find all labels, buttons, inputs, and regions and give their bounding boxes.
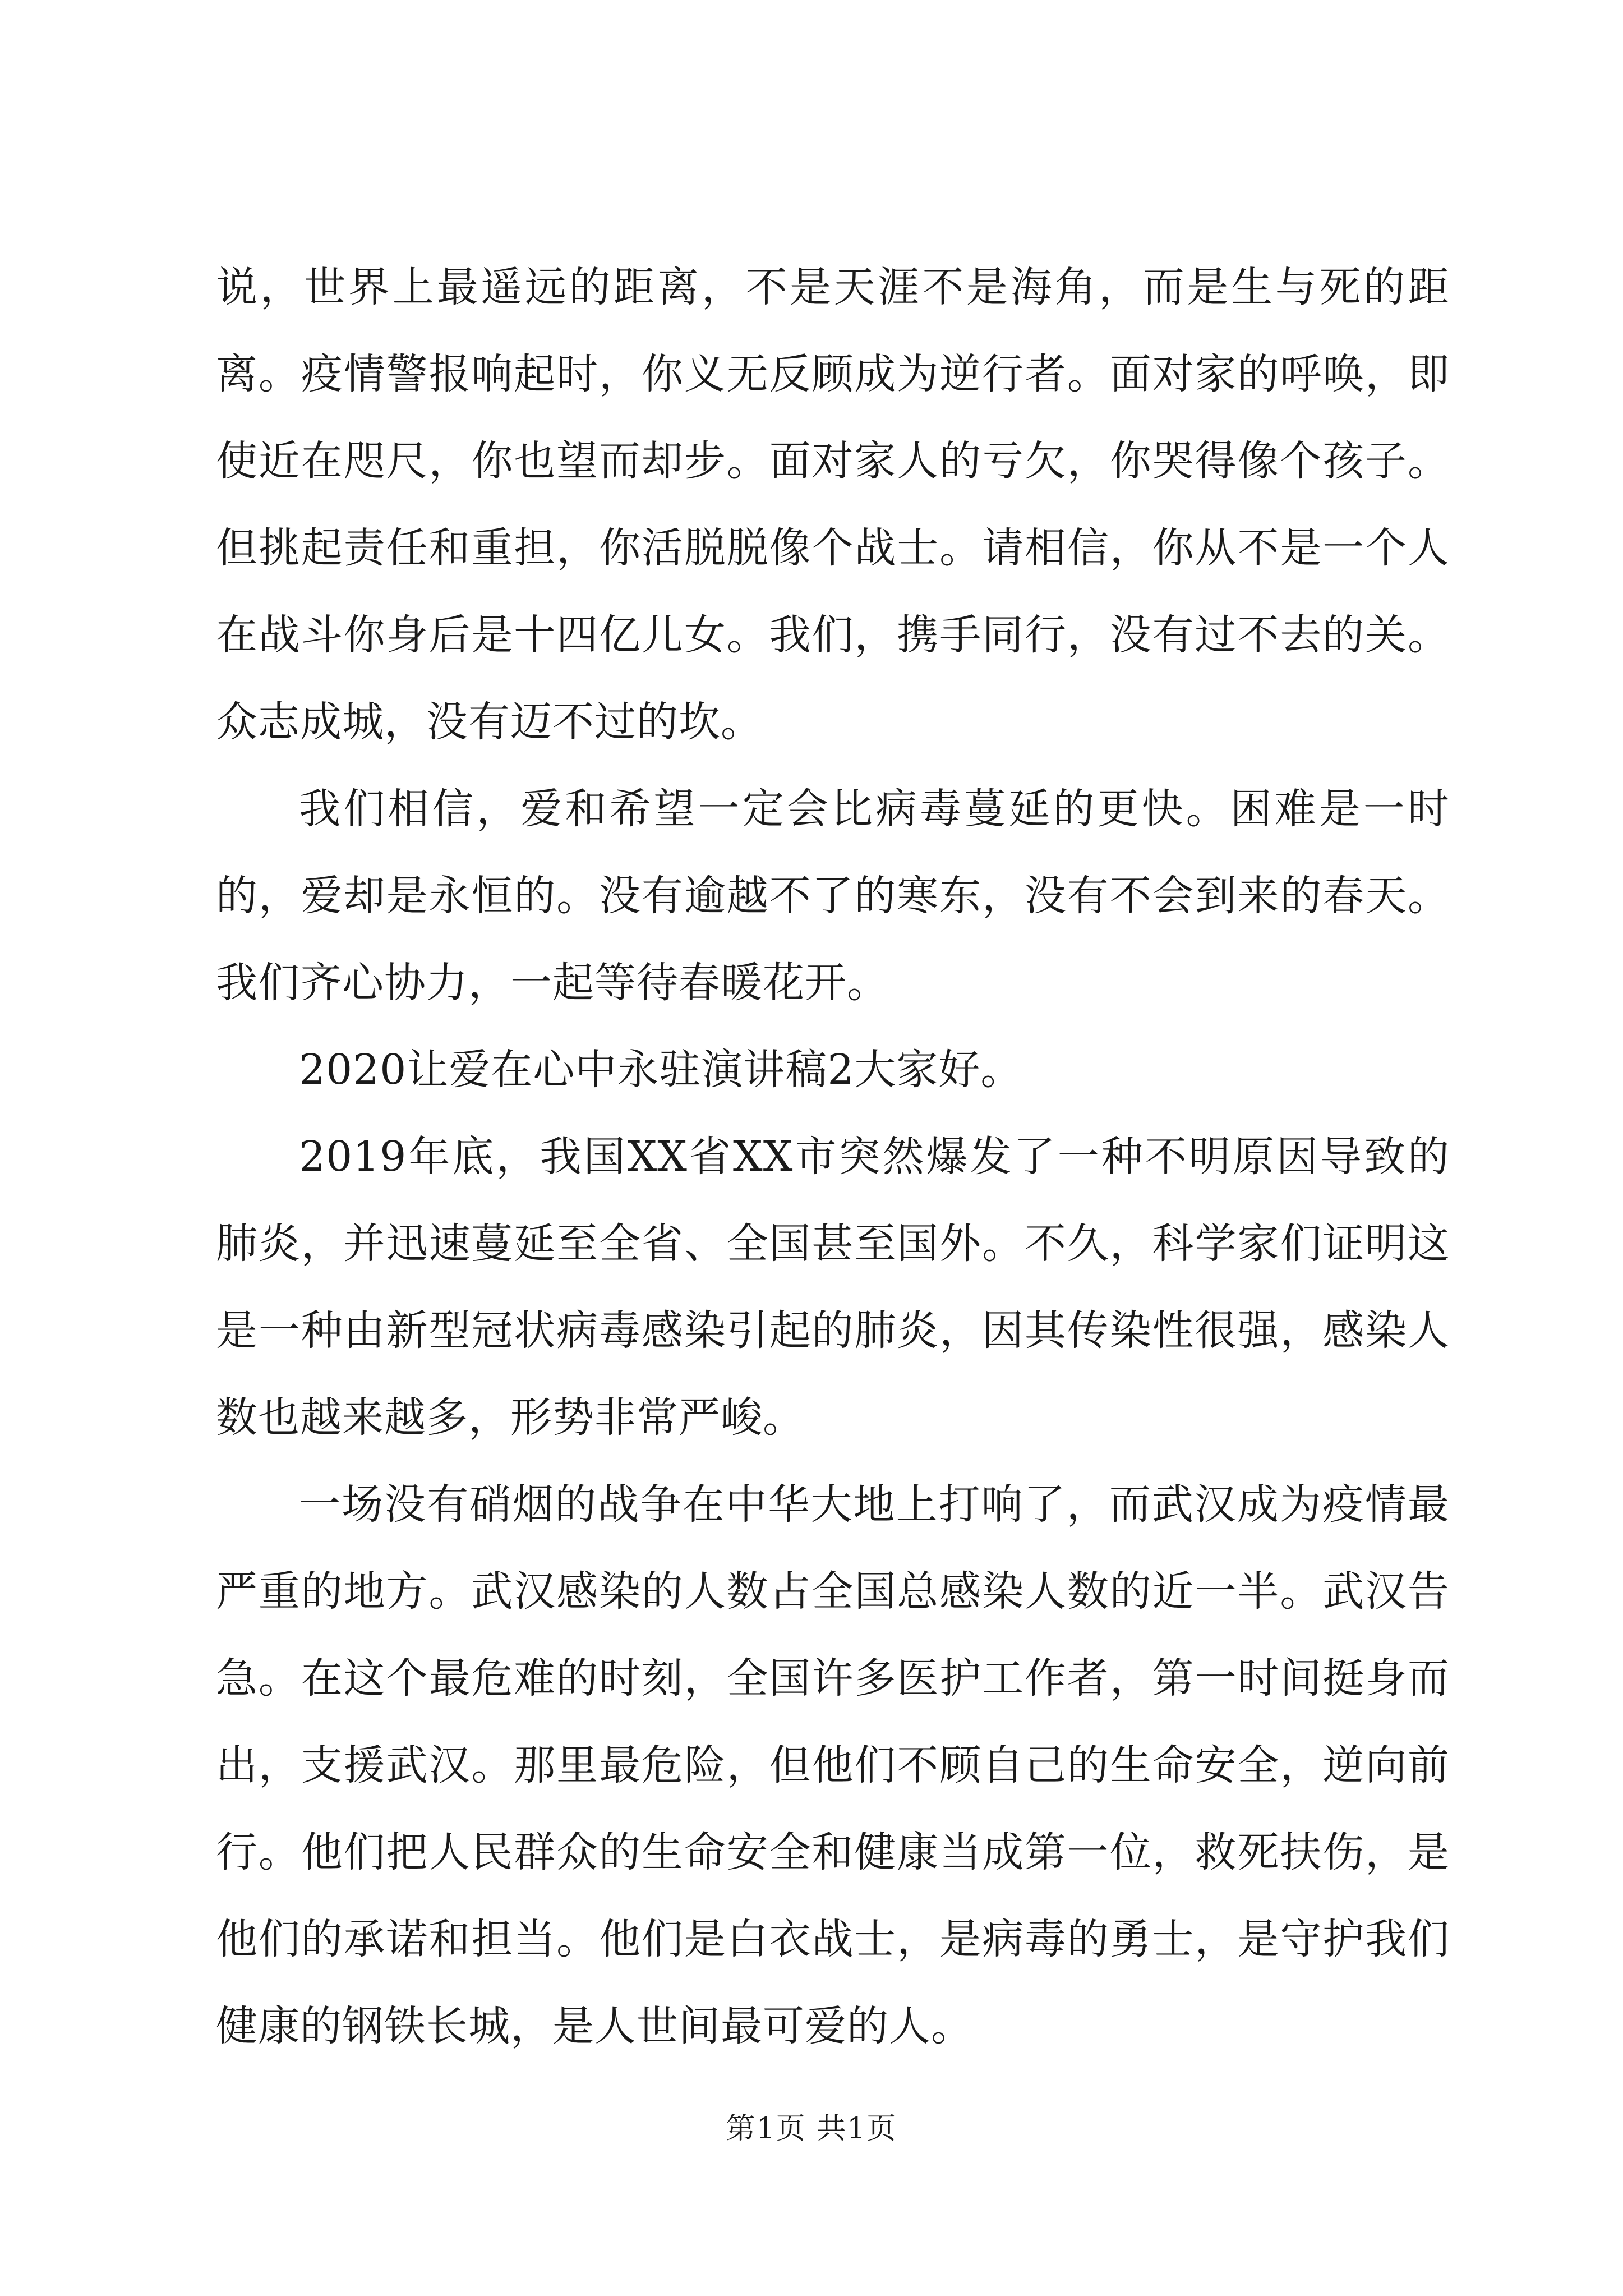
paragraph-3: 2020让爱在心中永驻演讲稿2大家好。: [299, 1046, 1023, 1094]
paragraph-1: 说，世界上最遥远的距离，不是天涯不是海角，而是生与死的距离。疫情警报响起时，你义无反顾成为逆行者。面对家的呼唤，即使近在咫尺，你也望而却步。面对家人的亏欠，你哭得像个孩子。但挑起责任和重担，你活脱脱像个战士。请相信，你从不是一个人在战斗你身后是十四亿儿女。我们，携手同行，没有过不去的关。众志成城，没有迈不过的坎。: [216, 263, 1450, 746]
page-number-label: 第1页 共1页: [726, 2112, 897, 2146]
paragraph-4: 2019年底，我国XX省XX市突然爆发了一种不明原因导致的肺炎，并迅速蔓延至全省、全国甚至国外。不久，科学家们证明这是一种由新型冠状病毒感染引起的肺炎，因其传染性很强，感染人数也越来越多，形势非常严峻。: [216, 1133, 1450, 1442]
page-footer: [0, 2109, 1623, 2148]
document-body: [216, 244, 1450, 2070]
paragraph-2: 我们相信，爱和希望一定会比病毒蔓延的更快。困难是一时的，爱却是永恒的。没有逾越不了的寒东，没有不会到来的春天。我们齐心协力，一起等待春暖花开。: [216, 785, 1450, 1007]
paragraph-5: 一场没有硝烟的战争在中华大地上打响了，而武汉成为疫情最严重的地方。武汉感染的人数占全国总感染人数的近一半。武汉告急。在这个最危难的时刻，全国许多医护工作者，第一时间挺身而出，支援武汉。那里最危险，但他们不顾自己的生命安全，逆向前行。他们把人民群众的生命安全和健康当成第一位，救死扶伤，是他们的承诺和担当。他们是白衣战士，是病毒的勇士，是守护我们健康的钢铁长城，是人世间最可爱的人。: [216, 1480, 1450, 2050]
